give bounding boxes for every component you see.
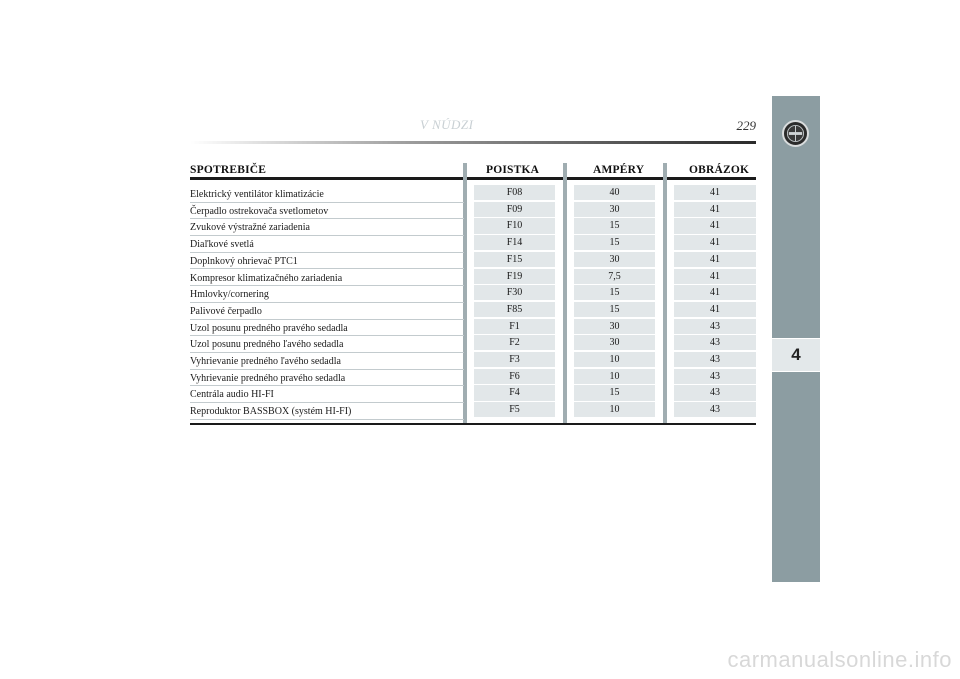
- page-number: 229: [736, 118, 756, 133]
- table-cell-fuse: F15: [474, 252, 555, 267]
- table-cell-figure: 43: [674, 402, 756, 417]
- header-rule: [190, 177, 756, 180]
- column-separator: [663, 163, 667, 423]
- table-cell-figure: 41: [674, 302, 756, 317]
- table-cell-fuse: F6: [474, 369, 555, 384]
- table-cell-figure: 43: [674, 352, 756, 367]
- table-cell-fuse: F85: [474, 302, 555, 317]
- column-header-amps: AMPÉRY: [593, 164, 645, 176]
- header-title: V NÚDZI: [420, 117, 474, 132]
- table-row-consumer: Zvukové výstražné zariadenia: [190, 219, 464, 236]
- table-cell-figure: 41: [674, 252, 756, 267]
- table-cell-amps: 10: [574, 402, 655, 417]
- chapter-tab[interactable]: 4: [772, 338, 820, 372]
- table-row-consumer: Čerpadlo ostrekovača svetlometov: [190, 203, 464, 220]
- table-row-consumer: Uzol posunu predného ľavého sedadla: [190, 336, 464, 353]
- table-cell-figure: 41: [674, 185, 756, 200]
- table-cell-fuse: F3: [474, 352, 555, 367]
- table-row-consumer: Kompresor klimatizačného zariadenia: [190, 270, 464, 287]
- table-cell-figure: 41: [674, 285, 756, 300]
- table-row-consumer: Palivové čerpadlo: [190, 303, 464, 320]
- table-cell-amps: 15: [574, 218, 655, 233]
- table-cell-amps: 40: [574, 185, 655, 200]
- table-cell-fuse: F08: [474, 185, 555, 200]
- lancia-shield-icon: [786, 124, 805, 143]
- table-cell-figure: 43: [674, 335, 756, 350]
- watermark: carmanualsonline.info: [727, 647, 952, 672]
- table-row-consumer: Uzol posunu predného pravého sedadla: [190, 320, 464, 337]
- table-cell-amps: 30: [574, 335, 655, 350]
- table-cell-fuse: F5: [474, 402, 555, 417]
- table-row-consumer: Centrála audio HI-FI: [190, 386, 464, 403]
- column-header-fuse: POISTKA: [486, 164, 540, 176]
- table-cell-fuse: F30: [474, 285, 555, 300]
- table-cell-amps: 15: [574, 302, 655, 317]
- brand-logo: [782, 120, 809, 147]
- table-cell-figure: 41: [674, 218, 756, 233]
- table-cell-amps: 30: [574, 252, 655, 267]
- table-cell-figure: 41: [674, 202, 756, 217]
- table-cell-amps: 15: [574, 235, 655, 250]
- footer-rule: [190, 423, 756, 425]
- table-cell-figure: 41: [674, 269, 756, 284]
- table-cell-amps: 30: [574, 202, 655, 217]
- table-row-consumer: Reproduktor BASSBOX (systém HI-FI): [190, 403, 464, 420]
- table-cell-figure: 43: [674, 369, 756, 384]
- table-cell-figure: 43: [674, 385, 756, 400]
- table-row-consumer: Elektrický ventilátor klimatizácie: [190, 186, 464, 203]
- table-cell-fuse: F1: [474, 319, 555, 334]
- table-cell-amps: 15: [574, 385, 655, 400]
- table-cell-amps: 15: [574, 285, 655, 300]
- table-cell-amps: 30: [574, 319, 655, 334]
- table-cell-amps: 10: [574, 369, 655, 384]
- table-row-consumer: Vyhrievanie predného pravého sedadla: [190, 370, 464, 387]
- table-row-consumer: Vyhrievanie predného ľavého sedadla: [190, 353, 464, 370]
- column-header-figure: OBRÁZOK: [689, 164, 750, 176]
- column-header-consumer: SPOTREBIČE: [190, 164, 267, 176]
- table-row-consumer: Diaľkové svetlá: [190, 236, 464, 253]
- table-cell-fuse: F10: [474, 218, 555, 233]
- table-cell-amps: 7,5: [574, 269, 655, 284]
- table-cell-figure: 43: [674, 319, 756, 334]
- table-cell-figure: 41: [674, 235, 756, 250]
- column-separator: [563, 163, 567, 423]
- table-cell-fuse: F14: [474, 235, 555, 250]
- header-divider: [190, 141, 756, 144]
- table-cell-fuse: F4: [474, 385, 555, 400]
- table-row-consumer: Doplnkový ohrievač PTC1: [190, 253, 464, 270]
- table-cell-fuse: F09: [474, 202, 555, 217]
- table-cell-fuse: F2: [474, 335, 555, 350]
- table-cell-fuse: F19: [474, 269, 555, 284]
- table-row-consumer: Hmlovky/cornering: [190, 286, 464, 303]
- table-cell-amps: 10: [574, 352, 655, 367]
